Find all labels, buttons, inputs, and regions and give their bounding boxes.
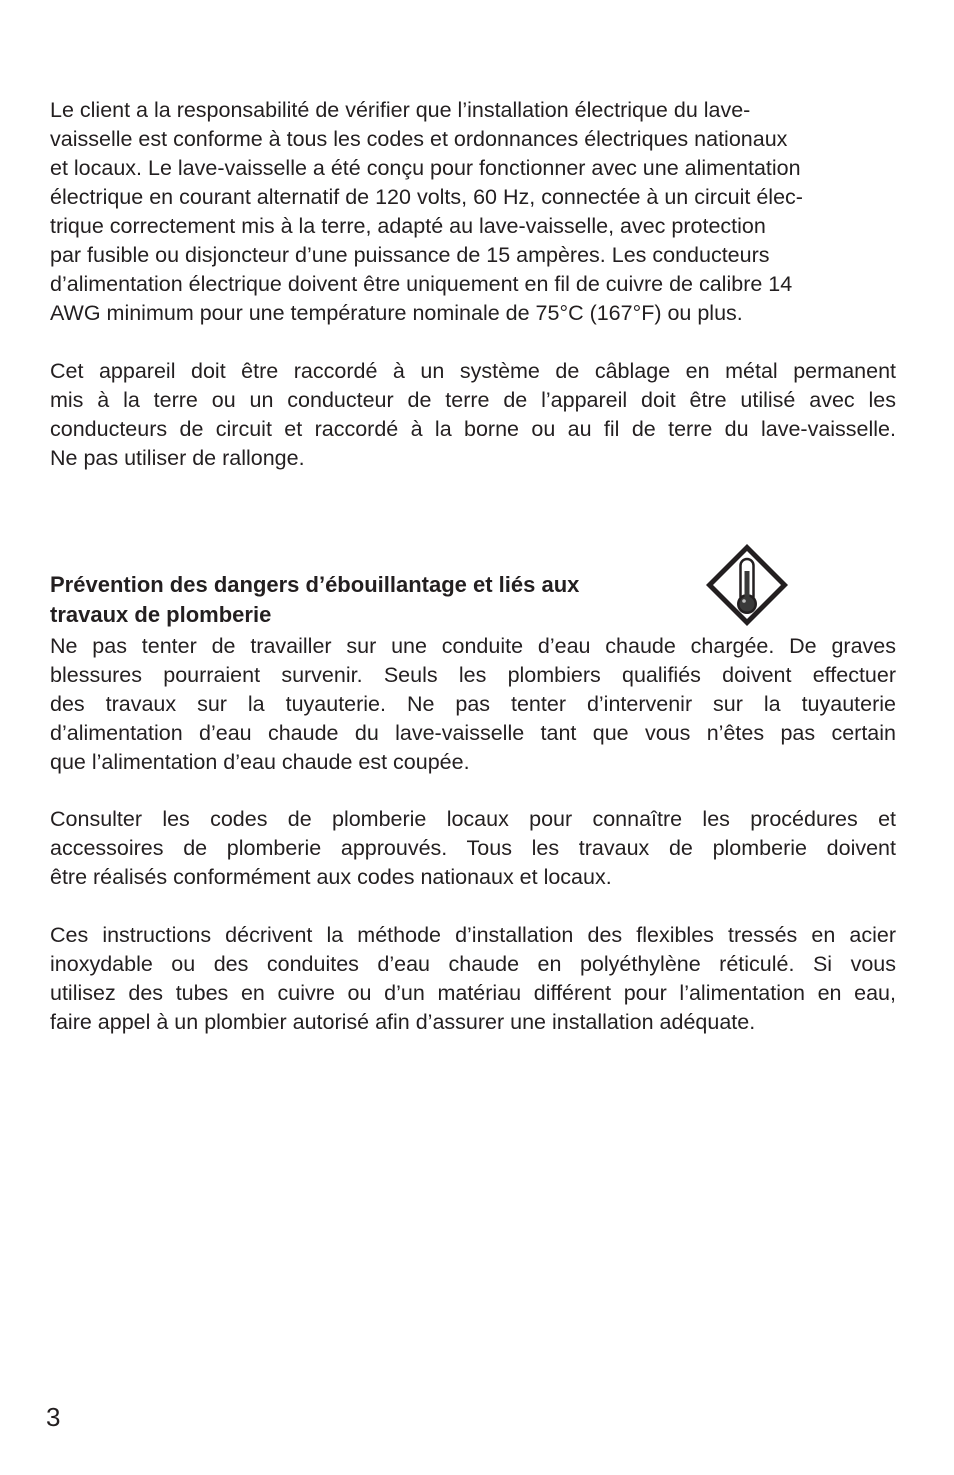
text-line: Cet appareil doit être raccordé à un système de câblage en métal permanent <box>50 359 896 383</box>
thermometer-warning-icon <box>703 541 791 629</box>
text-line: être réalisés conformément aux codes nationaux et locaux. <box>50 865 612 889</box>
page-number: 3 <box>46 1402 61 1432</box>
text-line: mis à la terre ou un conducteur de terre de l’appareil doit être utilisé avec les <box>50 388 896 412</box>
text-line: accessoires de plomberie approuvés. Tous les travaux de plomberie doivent <box>50 836 896 860</box>
text-line: Ces instructions décrivent la méthode d’installation des flexibles tressés en acier <box>50 923 896 947</box>
text-line: AWG minimum pour une température nominale de 75°C (167°F) ou plus. <box>50 301 743 325</box>
text-line: conducteurs de circuit et raccordé à la borne ou au fil de terre du lave-vaisselle. <box>50 417 896 441</box>
text-line: d’alimentation d’eau chaude du lave-vaisselle tant que vous n’êtes pas certain <box>50 721 896 745</box>
text-line: trique correctement mis à la terre, adapté au lave-vaisselle, avec protection <box>50 214 766 238</box>
text-line: Le client a la responsabilité de vérifier que l’installation électrique du lave- <box>50 98 751 122</box>
text-line: que l’alimentation d’eau chaude est coupée. <box>50 750 470 774</box>
text-line: vaisselle est conforme à tous les codes et ordonnances électriques nationaux <box>50 127 788 151</box>
text-line: inoxydable ou des conduites d’eau chaude en polyéthylène réticulé. Si vous <box>50 952 896 976</box>
text-line: des travaux sur la tuyauterie. Ne pas tenter d’intervenir sur la tuyauterie <box>50 692 896 716</box>
text-line: et locaux. Le lave-vaisselle a été conçu pour fonctionner avec une alimentation <box>50 156 801 180</box>
text-line: d’alimentation électrique doivent être uniquement en fil de cuivre de calibre 14 <box>50 272 793 296</box>
text-line: Ne pas tenter de travailler sur une conduite d’eau chaude chargée. De graves <box>50 634 896 658</box>
text-line: électrique en courant alternatif de 120 volts, 60 Hz, connectée à un circuit élec- <box>50 185 803 209</box>
heading-line: Prévention des dangers d’ébouillantage et liés aux <box>50 572 580 597</box>
text-line: blessures pourraient survenir. Seuls les plombiers qualifiés doivent effectuer <box>50 663 896 687</box>
text-line: Ne pas utiliser de rallonge. <box>50 446 305 470</box>
text-line: utilisez des tubes en cuivre ou d’un matériau différent pour l’alimentation en eau, <box>50 981 896 1005</box>
text-line: Consulter les codes de plomberie locaux pour connaître les procédures et <box>50 807 896 831</box>
text-line: par fusible ou disjoncteur d’une puissance de 15 ampères. Les conducteurs <box>50 243 770 267</box>
text-line: faire appel à un plombier autorisé afin d’assurer une installation adéquate. <box>50 1010 756 1034</box>
heading-line: travaux de plomberie <box>50 602 272 627</box>
